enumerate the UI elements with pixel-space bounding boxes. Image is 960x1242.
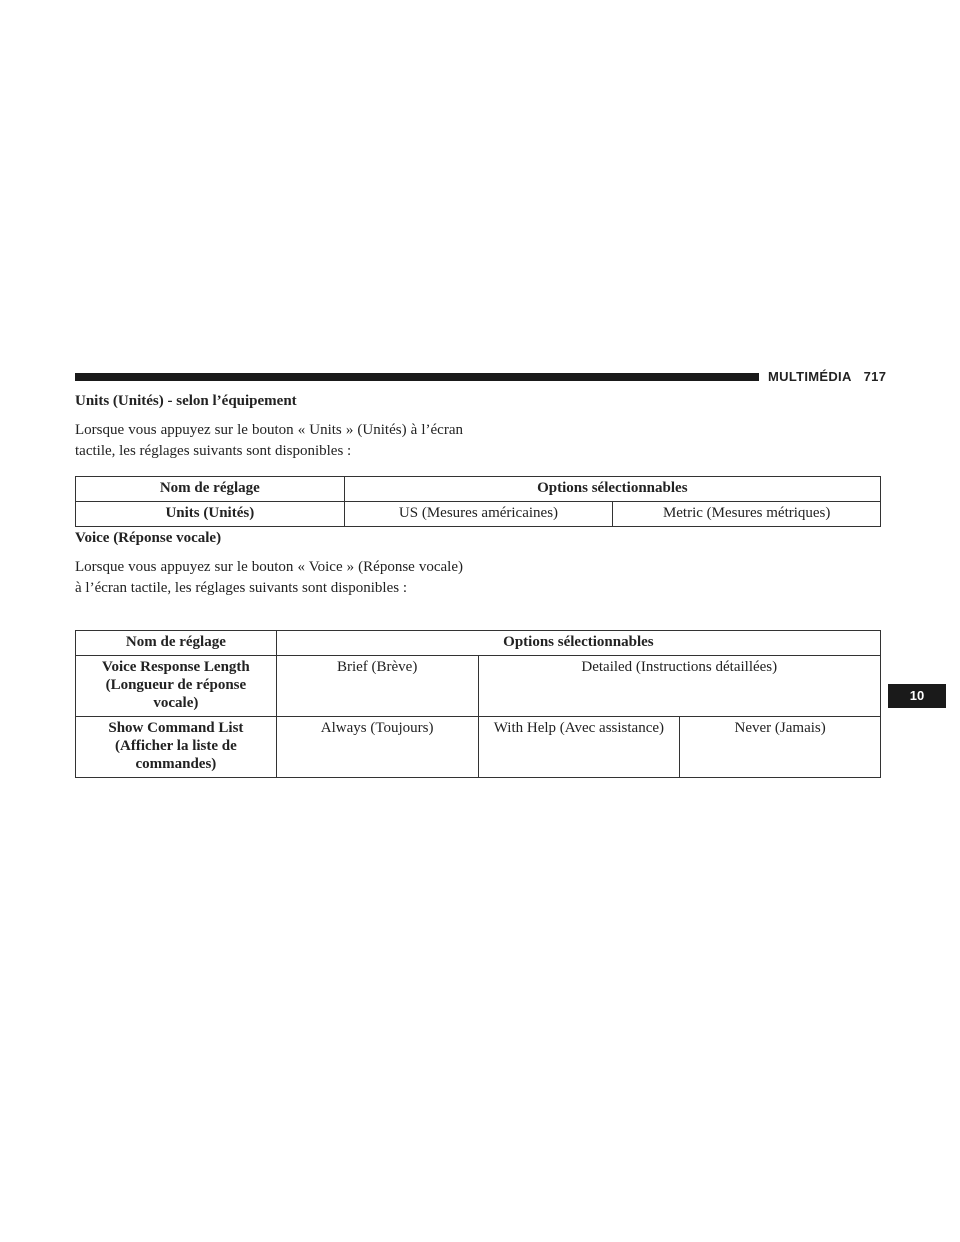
header-section: MULTIMÉDIA xyxy=(768,369,852,384)
option-cell: US (Mesures américaines) xyxy=(344,502,613,527)
voice-settings-table xyxy=(75,630,881,778)
column-header-setting-name: Nom de réglage xyxy=(76,477,345,502)
chapter-tab: 10 xyxy=(888,684,946,708)
column-header-options: Options sélectionnables xyxy=(276,631,880,656)
setting-name-cell: Units (Unités) xyxy=(76,502,345,527)
column-header-setting-name: Nom de réglage xyxy=(76,631,277,656)
option-cell: Never (Jamais) xyxy=(680,717,881,778)
option-cell: Always (Toujours) xyxy=(276,717,478,778)
option-cell: With Help (Avec assistance) xyxy=(478,717,680,778)
table-row xyxy=(76,656,881,717)
column-header-options: Options sélectionnables xyxy=(344,477,880,502)
table-row xyxy=(76,717,881,778)
table-row xyxy=(76,502,881,527)
page-number: 717 xyxy=(863,369,887,384)
table-header-row xyxy=(76,477,881,502)
units-settings-table xyxy=(75,476,881,527)
option-cell: Metric (Mesures métriques) xyxy=(613,502,881,527)
option-cell: Detailed (Instructions détaillées) xyxy=(478,656,880,717)
header-rule xyxy=(75,373,759,381)
setting-name-cell: Show Command List (Afficher la liste de commandes) xyxy=(76,717,277,778)
setting-name-cell: Voice Response Length (Longueur de réponse vocale) xyxy=(76,656,277,717)
table-header-row xyxy=(76,631,881,656)
running-header xyxy=(768,369,886,384)
option-cell: Brief (Brève) xyxy=(276,656,478,717)
units-intro-paragraph: Lorsque vous appuyez sur le bouton « Units » (Unités) à l’écran tactile, les réglages suivants sont disponibles : xyxy=(75,422,463,459)
voice-intro-paragraph: Lorsque vous appuyez sur le bouton « Voice » (Réponse vocale) à l’écran tactile, les réglages suivants sont disponibles : xyxy=(75,559,463,596)
voice-section-title: Voice (Réponse vocale) xyxy=(75,530,222,546)
units-section-title: Units (Unités) - selon l’équipement xyxy=(75,393,297,409)
